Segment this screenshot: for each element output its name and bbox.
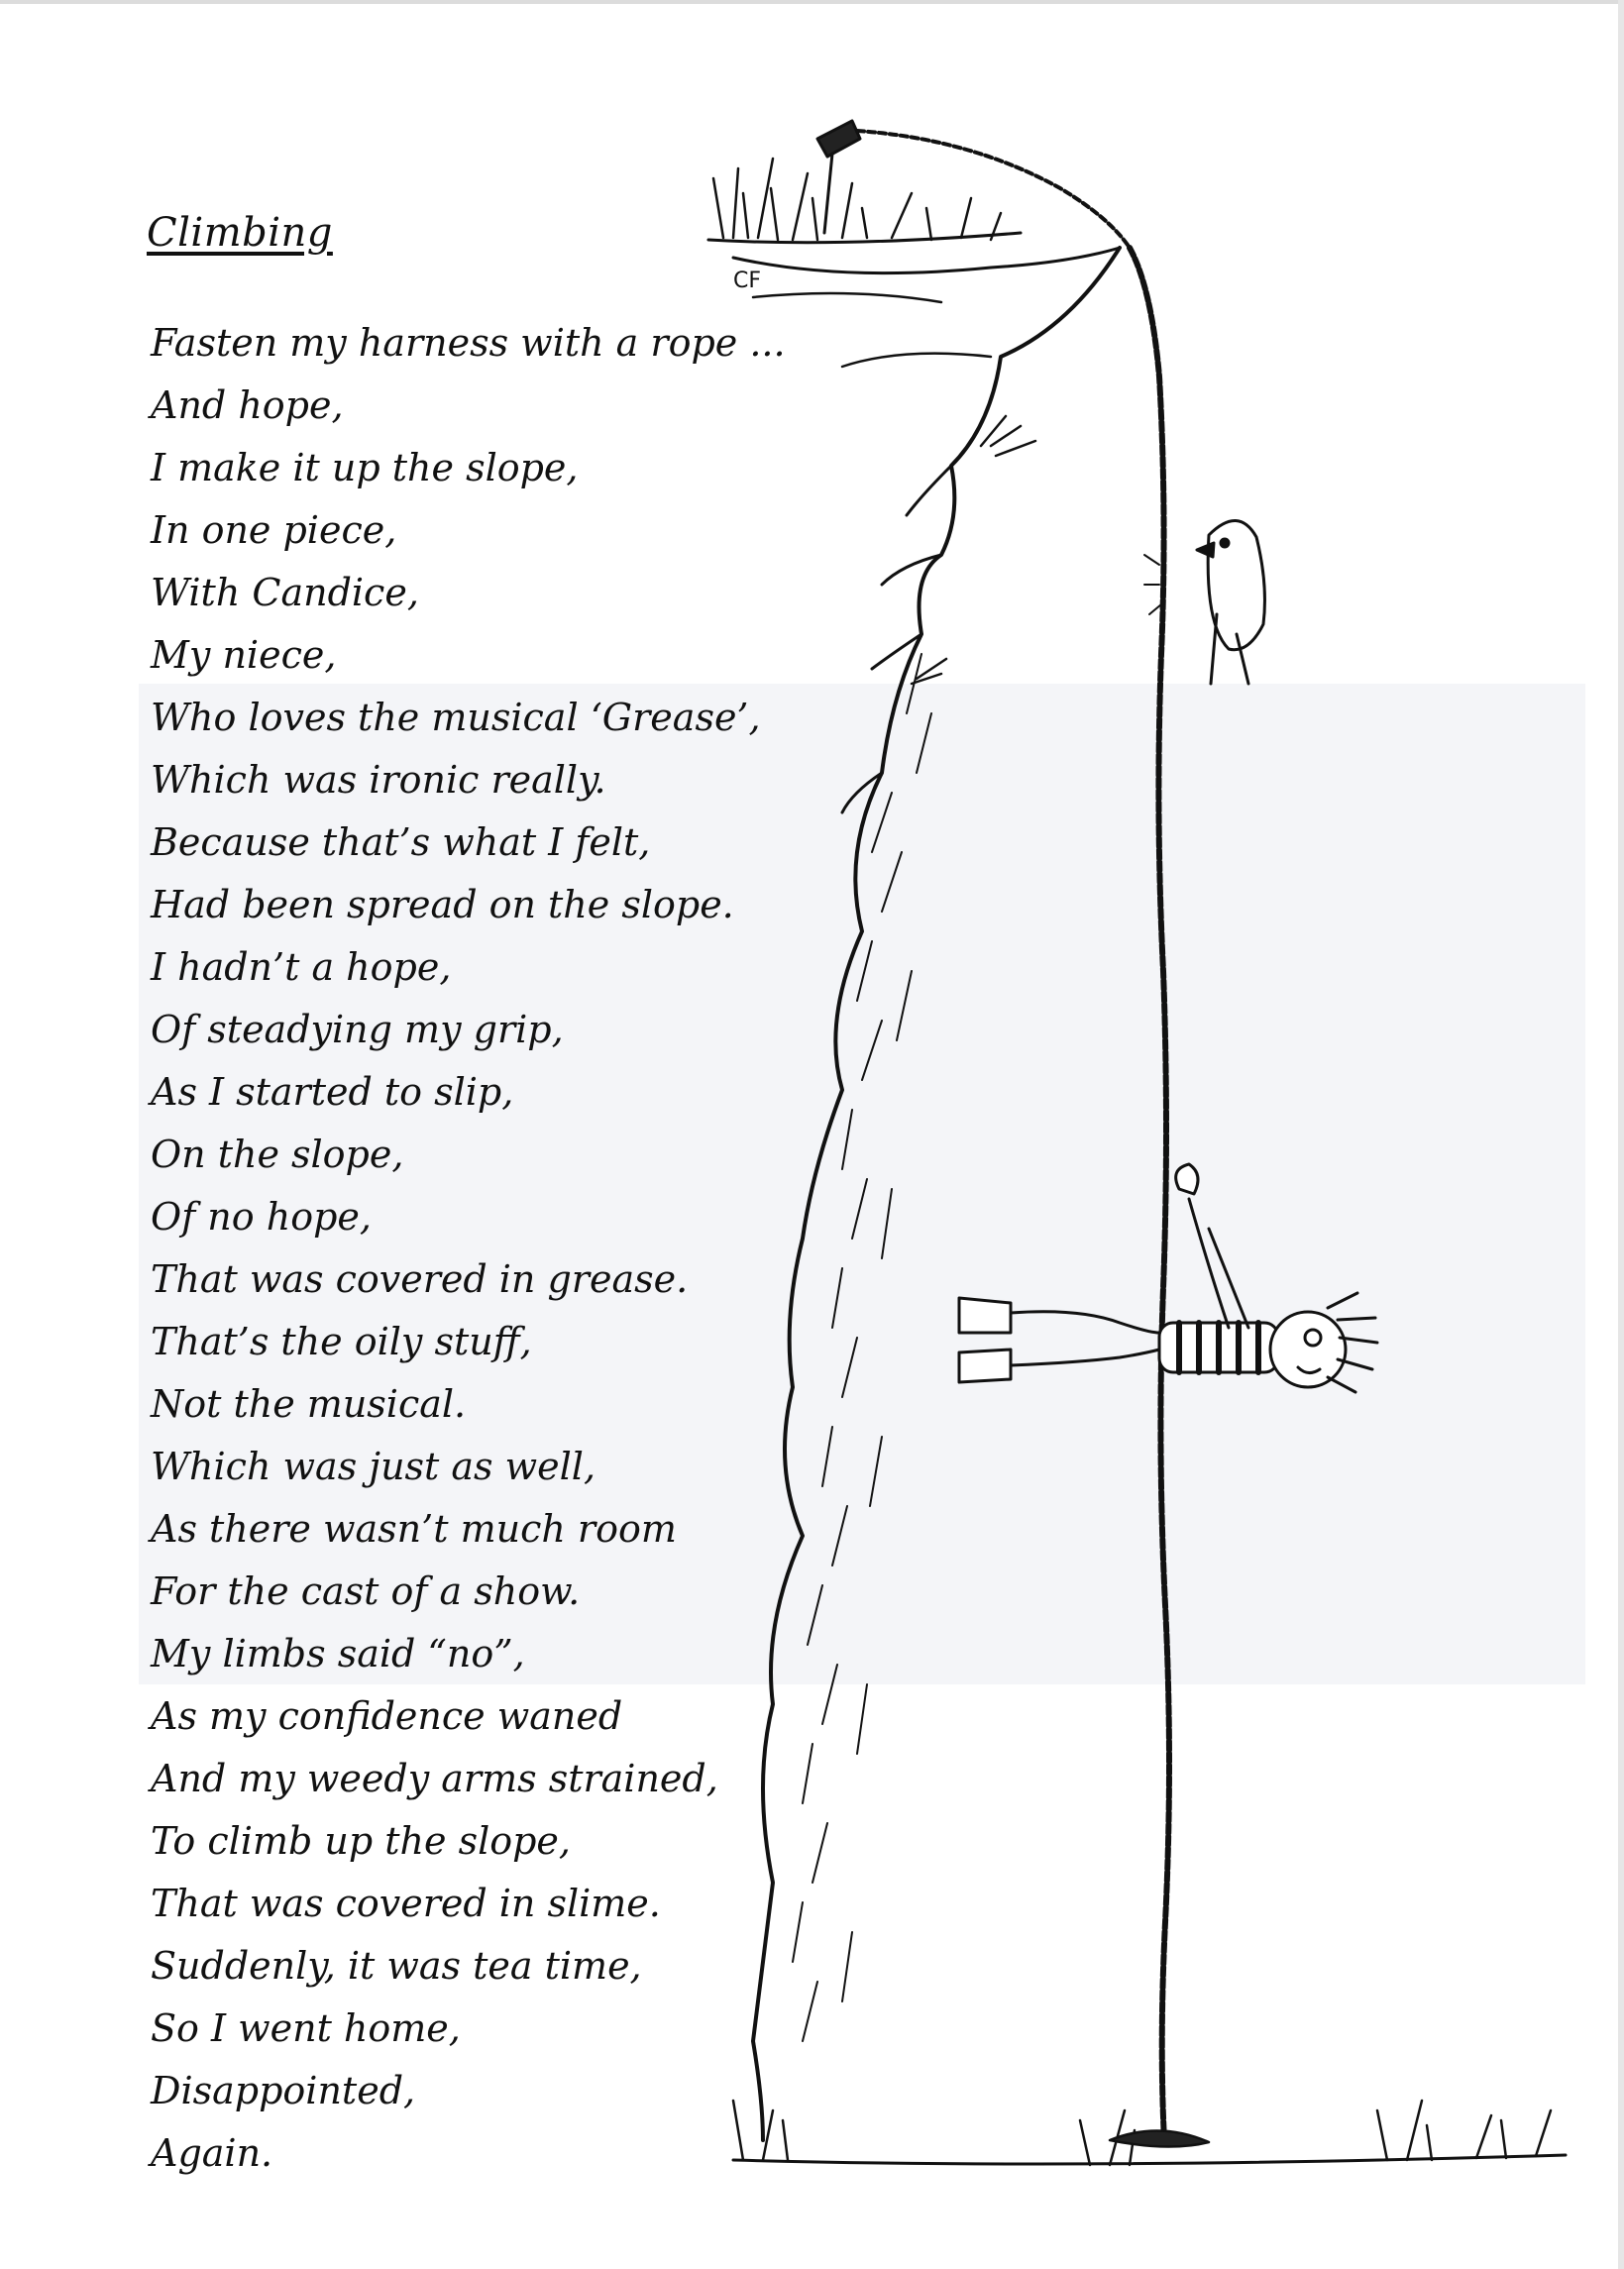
- page-edge: [0, 0, 1624, 4]
- poem-title: Climbing: [147, 210, 333, 256]
- poem-line: My limbs said “no”,: [151, 1632, 525, 1675]
- poem-line: My niece,: [151, 633, 337, 677]
- poem-line: Suddenly, it was tea time,: [151, 1944, 642, 1988]
- poem-line: As my confidence waned: [151, 1694, 623, 1738]
- poem-line: To climb up the slope,: [151, 1819, 571, 1863]
- poem-line: Not the musical.: [151, 1382, 467, 1426]
- poem-line: Who loves the musical ‘Grease’,: [151, 696, 761, 739]
- poem-line: Which was just as well,: [151, 1445, 596, 1488]
- poem-line: And hope,: [151, 383, 344, 427]
- poem-line: As I started to slip,: [151, 1070, 514, 1114]
- poem-line: As there wasn’t much room: [151, 1507, 677, 1551]
- poem-line: Fasten my harness with a rope ...: [151, 321, 786, 365]
- poem-line: With Candice,: [151, 571, 419, 614]
- top-ledge-grass: [708, 159, 1021, 243]
- ground-grass: [733, 2101, 1566, 2165]
- artist-signature: CF: [733, 269, 762, 293]
- cliff-face: [753, 248, 1120, 2140]
- poem-line: So I went home,: [151, 2006, 461, 2050]
- poem-line: And my weedy arms strained,: [151, 1757, 718, 1800]
- climbing-rope: [1130, 248, 1169, 2140]
- poem-line: Disappointed,: [151, 2069, 416, 2112]
- poem-line: On the slope,: [151, 1133, 404, 1176]
- poem-line: Again.: [151, 2131, 273, 2175]
- poem-line: Because that’s what I felt,: [151, 820, 651, 864]
- poem-line: In one piece,: [151, 508, 397, 552]
- poem-line: Of steadying my grip,: [151, 1008, 564, 1051]
- poem-line: That was covered in grease.: [151, 1257, 689, 1301]
- poem-line: I hadn’t a hope,: [151, 945, 452, 989]
- poem-line: For the cast of a show.: [151, 1569, 581, 1613]
- poem-line: That was covered in slime.: [151, 1882, 661, 1925]
- poem-line: Had been spread on the slope.: [151, 883, 734, 926]
- cliff-top: [733, 248, 1120, 273]
- anchor-stake-icon: [817, 121, 860, 233]
- poem-line: That’s the oily stuff,: [151, 1320, 532, 1363]
- cliff-shading: [793, 654, 931, 2041]
- poem-line: I make it up the slope,: [151, 446, 579, 489]
- poem-line: Which was ironic really.: [151, 758, 606, 802]
- poem-line: Of no hope,: [151, 1195, 372, 1239]
- cliff-grass: [912, 416, 1035, 684]
- rock-climber-illustration: [694, 99, 1585, 2210]
- page-edge: [1618, 0, 1624, 2269]
